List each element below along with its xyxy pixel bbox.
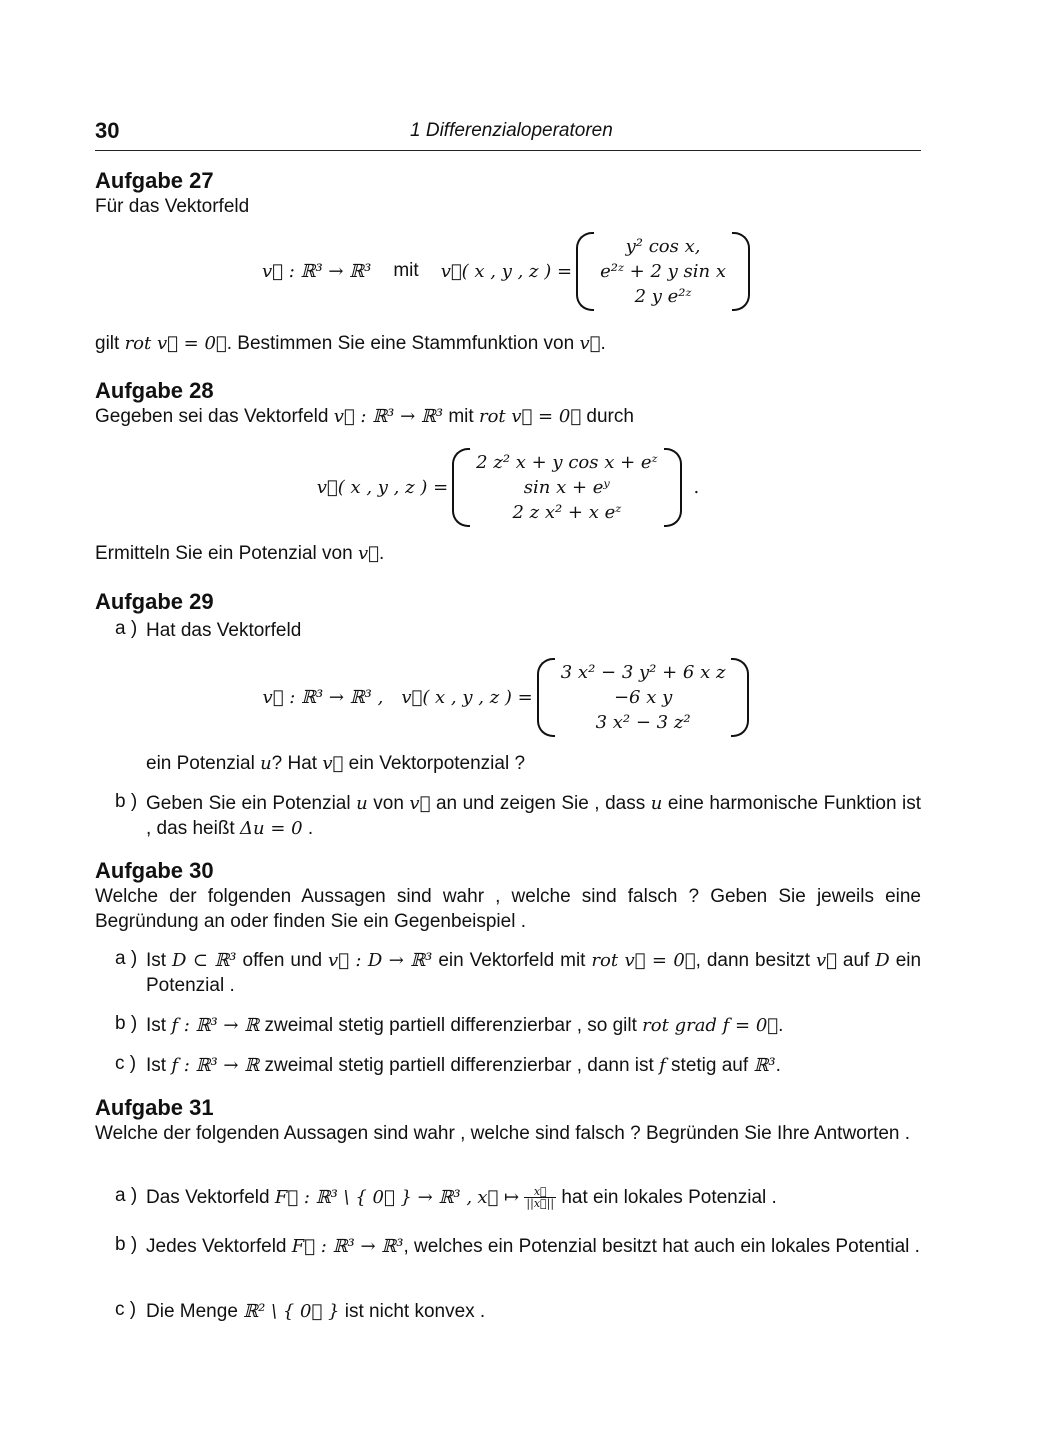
text: hat ein lokales Potenzial . xyxy=(561,1187,777,1208)
math: rot grad f = 0⃗ xyxy=(642,1015,779,1036)
math: f : ℝ³ → ℝ xyxy=(171,1055,260,1076)
text: Jedes Vektorfeld xyxy=(146,1236,287,1257)
item-label: b ) xyxy=(115,1013,138,1034)
field-signature: v⃗ : ℝ³ → ℝ³ xyxy=(262,260,372,282)
exercise-28-task xyxy=(95,541,921,566)
text: durch xyxy=(586,406,634,427)
item-label: c ) xyxy=(115,1053,137,1074)
exercise-31-c xyxy=(115,1299,921,1324)
text: , dann besitzt xyxy=(695,950,810,971)
text: zweimal stetig partiell differenzierbar , so gilt xyxy=(264,1015,637,1036)
text: an und zeigen Sie , dass xyxy=(435,793,646,814)
exercise-30-b xyxy=(115,1013,921,1038)
text: Die Menge xyxy=(146,1301,238,1322)
v-symbol: v⃗ xyxy=(357,543,379,564)
item-label: b ) xyxy=(115,1234,138,1255)
text: ? Hat xyxy=(271,753,318,774)
exercise-31-a xyxy=(115,1185,921,1210)
v-symbol: v⃗ xyxy=(409,793,431,814)
math: F⃗ : ℝ³ → ℝ³ xyxy=(291,1236,404,1257)
text: eine harmonische Funktion ist , das heißt xyxy=(146,793,922,839)
text: . xyxy=(378,543,385,564)
left-paren xyxy=(452,448,470,527)
text: ein Potenzial . xyxy=(146,950,922,996)
left-paren xyxy=(537,658,555,737)
u-symbol: u xyxy=(650,793,663,814)
math: ℝ² \ { 0⃗ } xyxy=(243,1301,340,1322)
page-number: 30 xyxy=(95,118,120,143)
exercise-27-task xyxy=(95,331,921,356)
vector-row-3: 2 z x² + x eᶻ xyxy=(512,501,622,523)
exercise-31-intro: Welche der folgenden Aussagen sind wahr , welche sind falsch ? Begründen Sie Ihre Antworten . xyxy=(95,1123,911,1144)
right-paren xyxy=(664,448,682,527)
exercise-29-a xyxy=(115,618,921,643)
math: F⃗ : ℝ³ \ { 0⃗ } → ℝ³ , xyxy=(274,1187,473,1208)
u-symbol: u xyxy=(260,753,272,774)
text: ein Vektorfeld mit xyxy=(438,950,586,971)
vector-matrix xyxy=(452,448,681,527)
item-text: Hat das Vektorfeld xyxy=(146,620,302,641)
vector-row-1: 3 x² − 3 y² + 6 x z xyxy=(560,661,726,683)
u-symbol: u xyxy=(356,793,368,814)
vector-row-3: 2 y e²ᶻ xyxy=(634,285,692,307)
text: Das Vektorfeld xyxy=(146,1187,270,1208)
exercise-30 xyxy=(95,858,921,934)
v-symbol: v⃗ xyxy=(579,333,601,354)
running-header xyxy=(95,116,921,151)
field-signature: v⃗ : ℝ³ → ℝ³ , xyxy=(262,686,384,708)
text: offen und xyxy=(242,950,323,971)
text: Ist xyxy=(146,950,167,971)
item-label: a ) xyxy=(115,1185,138,1206)
text: Ermitteln Sie ein Potenzial von xyxy=(95,543,353,564)
text: von xyxy=(373,793,404,814)
fraction-numerator: x⃗ xyxy=(524,1186,556,1198)
rot-condition: rot v⃗ = 0⃗ xyxy=(124,333,227,354)
fraction xyxy=(524,1186,556,1209)
text: ist nicht konvex . xyxy=(344,1301,486,1322)
vector-row-2: sin x + eʸ xyxy=(523,476,610,498)
exercise-28-title: Aufgabe 28 xyxy=(95,378,214,403)
field-definition-lhs: v⃗( x , y , z ) = xyxy=(316,476,449,498)
item-label: a ) xyxy=(115,618,138,639)
right-paren xyxy=(731,658,749,737)
text: Ist xyxy=(146,1055,167,1076)
vector-row-3: 3 x² − 3 z² xyxy=(595,711,691,733)
rot-condition: rot v⃗ = 0⃗ xyxy=(478,406,582,427)
vector-row-2: −6 x y xyxy=(613,686,673,708)
text: mit xyxy=(448,406,474,427)
item-label: a ) xyxy=(115,948,138,969)
text: . xyxy=(778,1015,784,1036)
text: . Bestimmen Sie eine Stammfunktion von xyxy=(226,333,575,354)
math: f : ℝ³ → ℝ xyxy=(171,1015,260,1036)
exercise-30-intro: Welche der folgenden Aussagen sind wahr , welche sind falsch ? Geben Sie jeweils eine Begründung an oder finden Sie ein Gegenbeispiel . xyxy=(95,886,921,932)
text: , welches ein Potenzial besitzt hat auch ein lokales Potential . xyxy=(403,1236,920,1257)
v-symbol: v⃗ xyxy=(322,753,344,774)
exercise-27-intro: Für das Vektorfeld xyxy=(95,196,250,217)
exercise-30-title: Aufgabe 30 xyxy=(95,858,214,883)
math: D ⊂ ℝ³ xyxy=(172,950,237,971)
field-definition-lhs: v⃗( x , y , z ) = xyxy=(440,260,573,282)
vector-row-1: 2 z² x + y cos x + eᶻ xyxy=(476,451,658,473)
text: . xyxy=(775,1055,781,1076)
exercise-31-title: Aufgabe 31 xyxy=(95,1095,214,1120)
math: v⃗ xyxy=(815,950,837,971)
exercise-29-a-question xyxy=(115,751,921,776)
exercise-30-c xyxy=(115,1053,921,1078)
exercise-30-a xyxy=(115,948,921,998)
text: Geben Sie ein Potenzial xyxy=(146,793,351,814)
exercise-31-b xyxy=(115,1234,921,1259)
exercise-27 xyxy=(95,168,921,219)
left-paren xyxy=(576,232,594,311)
text: Gegeben sei das Vektorfeld xyxy=(95,406,329,427)
text: Ist xyxy=(146,1015,167,1036)
period: . xyxy=(693,476,700,498)
math: D xyxy=(875,950,890,971)
vector-matrix xyxy=(576,232,750,311)
text: . xyxy=(307,818,314,839)
text: gilt xyxy=(95,333,120,354)
math: x⃗ ↦ xyxy=(477,1187,520,1208)
math: ℝ³ xyxy=(753,1055,776,1076)
field-signature: v⃗ : ℝ³ → ℝ³ xyxy=(333,406,444,427)
exercise-29-title: Aufgabe 29 xyxy=(95,589,214,614)
text: zweimal stetig partiell differenzierbar , dann ist xyxy=(264,1055,654,1076)
exercise-28-formula xyxy=(95,446,921,528)
math: v⃗ : D → ℝ³ xyxy=(328,950,433,971)
exercise-27-formula xyxy=(95,230,921,312)
exercise-29-b xyxy=(115,791,921,841)
text: stetig auf xyxy=(671,1055,749,1076)
exercise-31 xyxy=(95,1095,921,1146)
laplace-condition: Δu = 0 xyxy=(240,818,303,839)
item-label: b ) xyxy=(115,791,138,812)
chapter-title: 1 Differenzialoperatoren xyxy=(410,120,613,141)
vector-matrix xyxy=(537,658,750,737)
math: rot v⃗ = 0⃗ xyxy=(591,950,696,971)
exercise-28 xyxy=(95,378,921,429)
vector-row-1: y² cos x, xyxy=(625,235,701,257)
math: f xyxy=(659,1055,666,1076)
text: auf xyxy=(842,950,870,971)
vector-row-2: e²ᶻ + 2 y sin x xyxy=(600,260,726,282)
text: ein Vektorpotenzial ? xyxy=(348,753,526,774)
fraction-denominator: ||x⃗|| xyxy=(526,1197,555,1211)
text: ein Potenzial xyxy=(146,753,255,774)
exercise-29-formula xyxy=(95,656,921,738)
exercise-27-title: Aufgabe 27 xyxy=(95,168,214,193)
exercise-29 xyxy=(95,589,921,615)
item-label: c ) xyxy=(115,1299,137,1320)
field-definition-lhs: v⃗( x , y , z ) = xyxy=(401,686,533,708)
right-paren xyxy=(732,232,750,311)
mit-word: mit xyxy=(393,260,419,281)
text: . xyxy=(600,333,606,354)
